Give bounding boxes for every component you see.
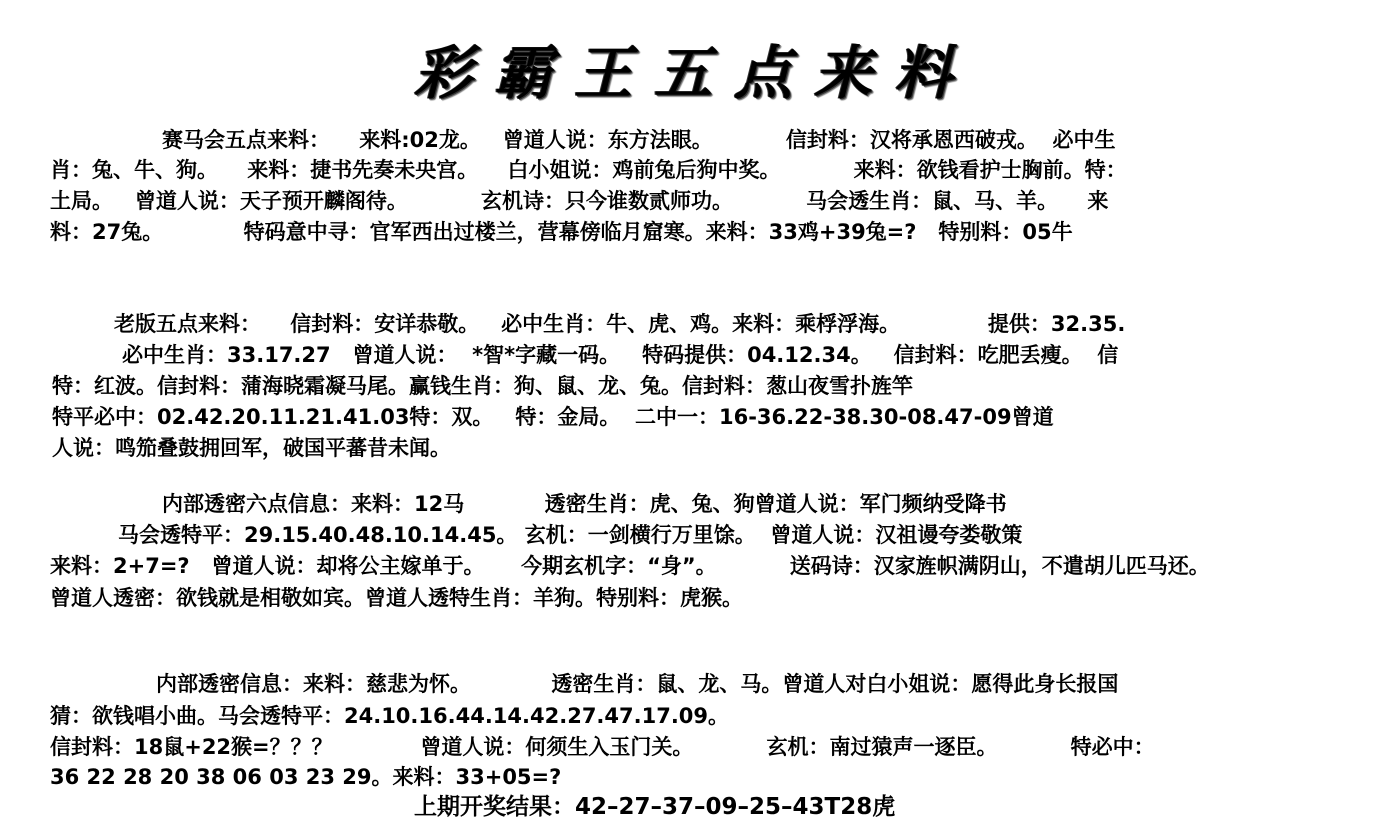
text-line-9: 人说：鸣笳叠鼓拥回军，破国平蕃昔未闻。 [52, 436, 451, 460]
text-line-13: 曾道人透密：欲钱就是相敬如宾。曾道人透特生肖：羊狗。特别料：虎猴。 [50, 586, 743, 610]
text-line-4: 料：27兔。 特码意中寻：官军西出过楼兰，营幕傍临月窟寒。来料：33鸡+39兔=? 特别料：05牛 [50, 220, 1073, 244]
text-line-10: 内部透密六点信息：来料：12马 透密生肖：虎、兔、狗曾道人说：军门频纳受降书 [162, 492, 1007, 516]
text-line-1: 赛马会五点来料： 来料:02龙。 曾道人说：东方法眼。 信封料：汉将承恩西破戎。 必中生 [162, 128, 1116, 152]
text-line-6: 必中生肖：33.17.27 曾道人说： *智*字藏一码。 特码提供：04.12.34。 信封料：吃肥丢瘦。 信 [122, 343, 1119, 367]
text-line-7: 特：红波。信封料：蒲海晓霜凝马尾。赢钱生肖：狗、鼠、龙、兔。信封料：葱山夜雪扑旌竿 [52, 374, 913, 398]
text-line-17: 36 22 28 20 38 06 03 23 29。来料：33+05=? [50, 765, 562, 789]
page-title: 彩霸王五点来料 [413, 39, 974, 107]
last-draw-result: 上期开奖结果：42–27–37–09–25–43T28虎 [414, 794, 896, 820]
text-line-14: 内部透密信息：来料：慈悲为怀。 透密生肖：鼠、龙、马。曾道人对白小姐说：愿得此身长报国 [156, 672, 1119, 696]
text-line-8: 特平必中：02.42.20.11.21.41.03特：双。 特：金局。 二中一：16-36.22-38.30-08.47-09曾道 [52, 405, 1054, 429]
text-line-11: 马会透特平：29.15.40.48.10.14.45。 玄机：一剑横行万里馀。 曾道人说：汉祖谩夸娄敬策 [118, 523, 1023, 547]
text-line-5: 老版五点来料： 信封料：安详恭敬。 必中生肖：牛、虎、鸡。来料：乘桴浮海。 提供：32.35. [114, 312, 1126, 336]
text-line-3: 土局。 曾道人说：天子预开麟阁待。 玄机诗：只今谁数贰师功。 马会透生肖：鼠、马、羊。 来 [50, 189, 1109, 213]
text-line-2: 肖：兔、牛、狗。 来料：捷书先奏未央宫。 白小姐说：鸡前兔后狗中奖。 来料：欲钱看护士胸前。特： [50, 158, 1127, 182]
text-line-15: 猜：欲钱唱小曲。马会透特平：24.10.16.44.14.42.27.47.17.09。 [50, 704, 730, 728]
text-line-12: 来料：2+7=? 曾道人说：却将公主嫁单于。 今期玄机字：“身”。 送码诗：汉家旌帜满阴山，不遣胡儿匹马还。 [50, 554, 1210, 578]
text-line-16: 信封料：18鼠+22猴=？？？ 曾道人说：何须生入玉门关。 玄机：南过猿声一逐臣。 特必中： [50, 735, 1155, 759]
